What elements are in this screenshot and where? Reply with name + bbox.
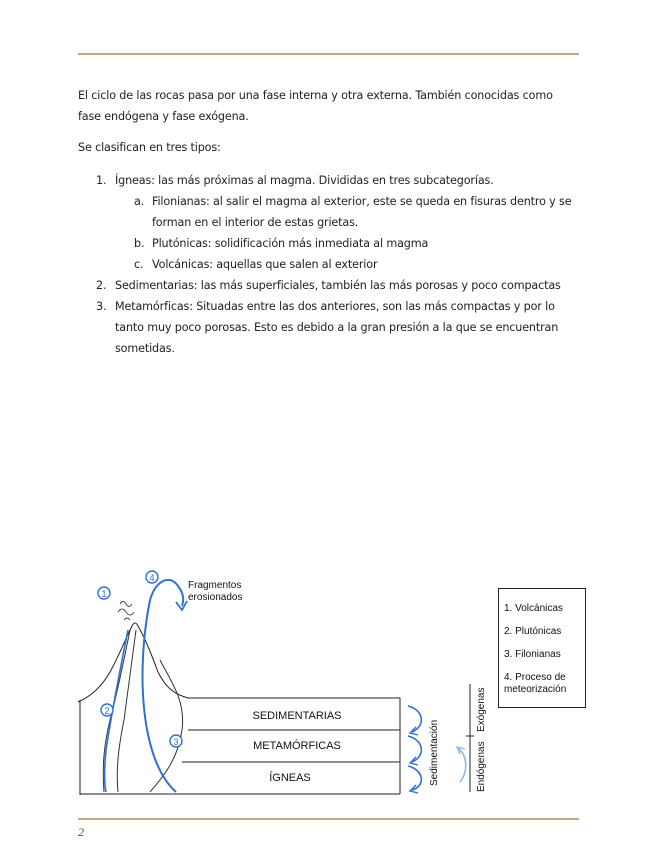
legend-item: 2. Plutónicas [504, 626, 562, 637]
intro-paragraph: El ciclo de las rocas pasa por una fase interna y otra externa. También conocidas como fase endógena y fase exógena. [78, 89, 553, 123]
list-item [78, 296, 578, 359]
diagram-legend [498, 588, 586, 708]
layer-igneas-label: ÍGNEAS [269, 772, 311, 784]
sub-list-text: Volcánicas: aquellas que salen al exterior [152, 258, 378, 271]
list-number: 1. [96, 174, 107, 187]
marker-1-label: 1 [101, 589, 107, 599]
legend-item-line-2: meteorización [504, 684, 567, 695]
page-number: 2 [78, 825, 84, 839]
cycle-arrow [143, 580, 184, 792]
classify-paragraph: Se clasifican en tres tipos: [78, 141, 221, 154]
list-item [78, 275, 578, 296]
sub-list-letter: c. [134, 258, 144, 271]
sub-list-item [78, 233, 578, 254]
sub-list-letter: a. [134, 195, 145, 208]
sub-list-text: Filonianas: al salir el magma al exterior, este se queda en fisuras dentro y se forman en el interior de estas grietas. [152, 195, 572, 229]
legend-item [504, 672, 581, 696]
exogenas-label: Exógenas [476, 687, 487, 732]
list-number: 3. [96, 300, 107, 313]
layer-sedimentarias-label: SEDIMENTARIAS [252, 710, 342, 722]
rock-types-list [78, 170, 578, 359]
footer-rule [78, 818, 579, 820]
endogenas-label: Endógenas [476, 741, 487, 792]
magma-conduit [117, 630, 136, 792]
volcano-smoke [118, 602, 134, 621]
sedimentacion-label: Sedimentación [429, 719, 440, 786]
sub-list-letter: b. [134, 237, 145, 250]
list-item [78, 170, 578, 191]
fragmentos-label: Fragmentos [188, 580, 242, 591]
sub-list-item [78, 191, 578, 233]
sub-list-text: Plutónicas: solidificación más inmediata al magma [152, 237, 429, 250]
magma-chamber [150, 660, 183, 792]
header-rule [78, 53, 579, 55]
marker-2-label: 2 [104, 706, 110, 716]
list-number: 2. [96, 279, 107, 292]
marker-3-label: 3 [173, 737, 179, 747]
list-text: Sedimentarias: las más superficiales, también las más porosas y poco compactas [115, 279, 561, 292]
legend-item: 1. Volcánicas [504, 603, 563, 614]
legend-item: 3. Filonianas [504, 649, 561, 660]
list-text: Metamórficas: Situadas entre las dos anteriores, son las más compactas y por lo tanto muy poco porosas. Esto es debido a la gran presión a la que se encuentran sometidas. [115, 300, 559, 355]
legend-item-line-1: 4. Proceso de [504, 672, 566, 683]
marker-4-label: 4 [149, 573, 155, 583]
list-text: Ígneas: las más próximas al magma. Divididas en tres subcategorías. [115, 174, 494, 187]
layer-metamorficas-label: METAMÓRFICAS [253, 740, 341, 752]
sub-list-item [78, 254, 578, 275]
erosionados-label: erosionados [188, 592, 243, 603]
